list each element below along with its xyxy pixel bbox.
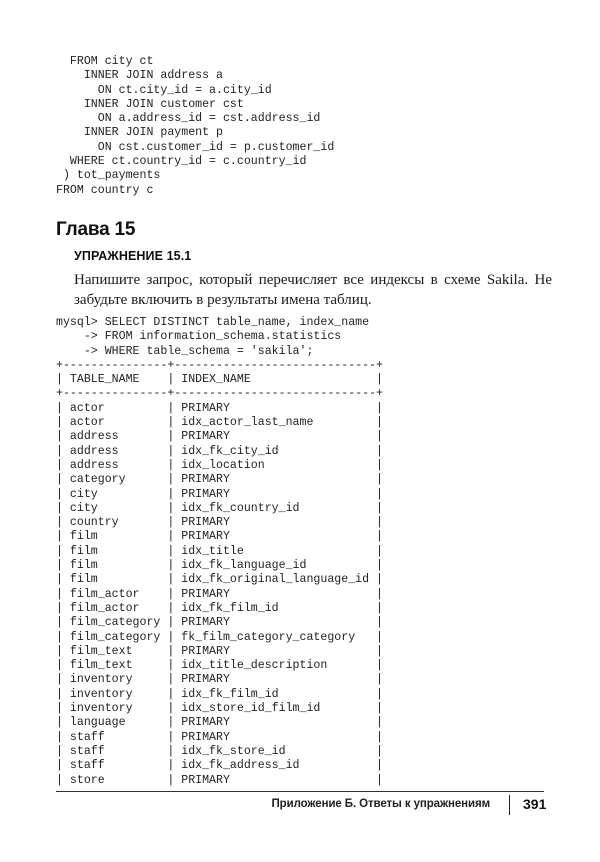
- table-row: | film | idx_title |: [56, 544, 383, 558]
- table-row: | staff | idx_fk_address_id |: [56, 759, 383, 773]
- table-row: | film_text | PRIMARY |: [56, 644, 383, 658]
- code-line: INNER JOIN address a: [56, 69, 223, 83]
- query-line: -> WHERE table_schema = 'sakila';: [56, 344, 314, 358]
- query-line: mysql> SELECT DISTINCT table_name, index_name: [56, 316, 370, 329]
- exercise-text: Напишите запрос, который перечисляет все индексы в схеме Sakila. Не забудьте включить в результаты имена таблиц.: [74, 272, 552, 308]
- page-number: 391: [523, 796, 547, 812]
- code-line: FROM country c: [56, 183, 154, 197]
- code-block-continuation: [56, 55, 334, 198]
- table-row: | staff | PRIMARY |: [56, 730, 383, 744]
- table-row: | address | idx_fk_city_id |: [56, 444, 383, 458]
- table-row: | film_category | fk_film_category_category |: [56, 630, 383, 644]
- table-row: | film_text | idx_title_description |: [56, 659, 383, 673]
- table-row: | city | PRIMARY |: [56, 487, 383, 501]
- table-row: | inventory | idx_fk_film_id |: [56, 687, 383, 701]
- code-line: ) tot_payments: [56, 169, 161, 183]
- table-row: | city | idx_fk_country_id |: [56, 501, 383, 515]
- code-line: ON a.address_id = cst.address_id: [56, 112, 321, 126]
- table-row: | film | PRIMARY |: [56, 530, 383, 544]
- footer-separator: [509, 795, 510, 815]
- sql-query-and-result: [56, 316, 383, 788]
- table-row: | film | idx_fk_language_id |: [56, 559, 383, 573]
- exercise-title: УПРАЖНЕНИЕ 15.1: [74, 249, 192, 263]
- table-row: | staff | idx_fk_store_id |: [56, 744, 383, 758]
- table-row: | actor | idx_actor_last_name |: [56, 416, 383, 430]
- footer-rule: [56, 791, 544, 792]
- table-row: | actor | PRIMARY |: [56, 401, 383, 415]
- table-row: | inventory | PRIMARY |: [56, 673, 383, 687]
- table-row: | address | idx_location |: [56, 458, 383, 472]
- code-line: FROM city ct: [56, 55, 154, 68]
- table-row: | film_actor | PRIMARY |: [56, 587, 383, 601]
- table-row: | store | PRIMARY |: [56, 773, 383, 787]
- table-row: | country | PRIMARY |: [56, 516, 383, 530]
- table-border: +---------------+-----------------------------+: [56, 358, 383, 372]
- table-row: | inventory | idx_store_id_film_id |: [56, 702, 383, 716]
- code-line: INNER JOIN customer cst: [56, 97, 244, 111]
- table-row: | film | idx_fk_original_language_id |: [56, 573, 383, 587]
- code-line: ON cst.customer_id = p.customer_id: [56, 140, 335, 154]
- table-border: +---------------+-----------------------------+: [56, 387, 383, 401]
- table-row: | language | PRIMARY |: [56, 716, 383, 730]
- chapter-title: Глава 15: [56, 219, 136, 240]
- table-row: | film_category | PRIMARY |: [56, 616, 383, 630]
- code-line: INNER JOIN payment p: [56, 126, 223, 140]
- code-line: WHERE ct.country_id = c.country_id: [56, 155, 307, 169]
- table-header-row: | TABLE_NAME | INDEX_NAME |: [56, 373, 383, 387]
- table-row: | category | PRIMARY |: [56, 473, 383, 487]
- query-line: -> FROM information_schema.statistics: [56, 330, 342, 344]
- footer-section-title: Приложение Б. Ответы к упражнениям: [271, 798, 490, 810]
- code-line: ON ct.city_id = a.city_id: [56, 83, 272, 97]
- table-row: | film_actor | idx_fk_film_id |: [56, 601, 383, 615]
- table-row: | address | PRIMARY |: [56, 430, 383, 444]
